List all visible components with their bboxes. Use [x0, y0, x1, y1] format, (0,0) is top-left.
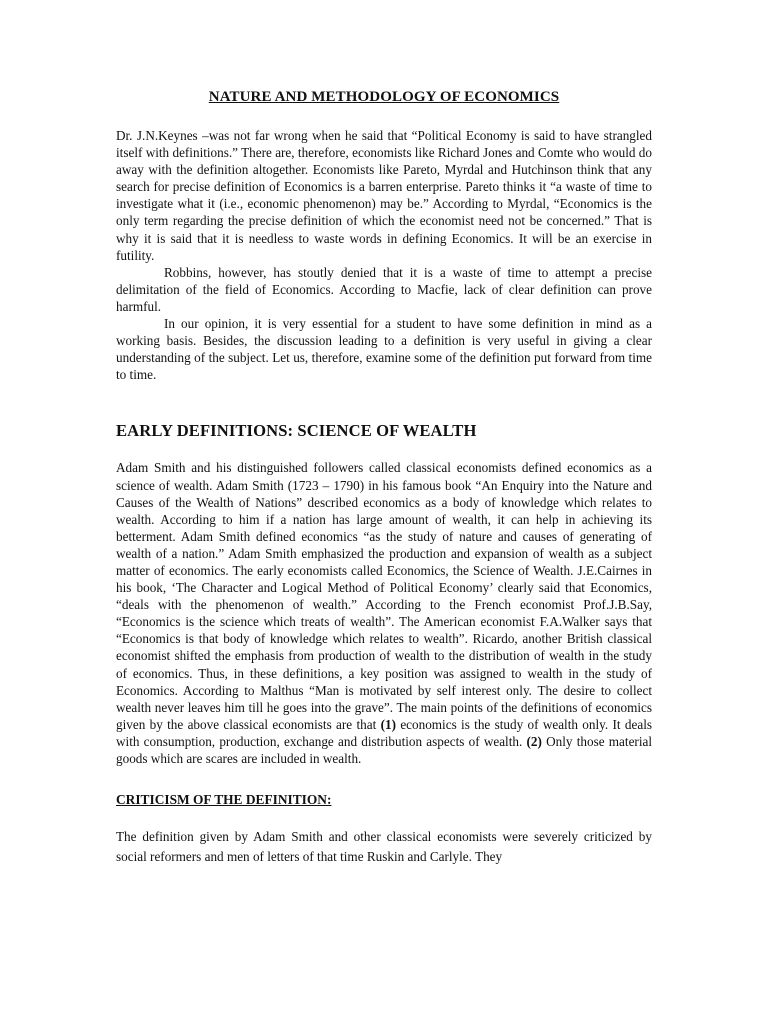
section-paragraph-part-2: economics is the study of wealth only. It deals with consumption, production, exchange and distribution aspects of wealth.: [116, 716, 652, 749]
section-title-early-definitions: EARLY DEFINITIONS: SCIENCE OF WEALTH: [116, 421, 477, 441]
section-paragraph-science-of-wealth: [116, 459, 652, 767]
subsection-title-criticism: CRITICISM OF THE DEFINITION:: [116, 792, 332, 808]
section-paragraph-part-3: Only those material goods which are scares are included in wealth.: [116, 733, 652, 766]
point-marker-2: (2): [526, 733, 542, 749]
document-body: [116, 87, 652, 867]
section-paragraph-part-1: Adam Smith and his distinguished followers called classical economists defined economics as a science of wealth. Adam Smith (1723 – 1790) in his famous book “An Enquiry into the Nature and Causes of the Wealth of Nations” described economics as a body of knowledge which relates to wealth. According to him if a nation has large amount of wealth, it can help in achieving its betterment. Adam Smith defined economics “as the study of nature and causes of generating of wealth of a nation.” Adam Smith emphasized the production and expansion of wealth as a subject matter of economics. The early economists called Economics, the Science of Wealth. J.E.Cairnes in his book, ‘The Character and Logical Method of Political Economy’ clearly said that Economics, “deals with the phenomenon of wealth.” According to the French economist Prof.J.B.Say, “Economics is the science which treats of wealth”. The American economist F.A.Walker says that “Economics is that body of knowledge which relates to wealth”. Ricardo, another British classical economist shifted the emphasis from production of wealth to the distribution of wealth in the study of economics. Thus, in these definitions, a key position was assigned to wealth in the study of Economics. According to Malthus “Man is motivated by self interest only. The desire to collect wealth never leaves him till he goes into the grave”. The main points of the definitions of economics given by the above classical economists are that: [116, 460, 652, 732]
document-title: NATURE AND METHODOLOGY OF ECONOMICS: [208, 89, 560, 105]
intro-paragraph-1: Dr. J.N.Keynes –was not far wrong when he said that “Political Economy is said to have strangled itself with definitions.” There are, therefore, economists like Richard Jones and Comte who would do away with the definition altogether. Economists like Pareto, Myrdal and Hutchinson think that any search for precise definition of Economics is a barren enterprise. Pareto thinks it “a waste of time to investigate what it (i.e., economic phenomenon) may be.” According to Myrdal, “Economics is the only term regarding the precise definition of which the economist need not be concerned.” That is why it is said that it is needless to waste words in defining Economics. It will be an exercise in futility.: [116, 128, 652, 263]
point-marker-1: (1): [380, 716, 396, 732]
intro-paragraph-3: In our opinion, it is very essential for a student to have some definition in mind as a working basis. Besides, the discussion leading to a definition is very useful in giving a clear understanding of the subject. Let us, therefore, examine some of the definition put forward from time to time.: [116, 316, 652, 383]
criticism-paragraph: The definition given by Adam Smith and other classical economists were severely criticized by social reformers and men of letters of that time Ruskin and Carlyle. They: [116, 829, 652, 865]
intro-paragraph-2: Robbins, however, has stoutly denied that it is a waste of time to attempt a precise delimitation of the field of Economics. According to Macfie, lack of clear definition can prove harmful.: [116, 264, 652, 314]
